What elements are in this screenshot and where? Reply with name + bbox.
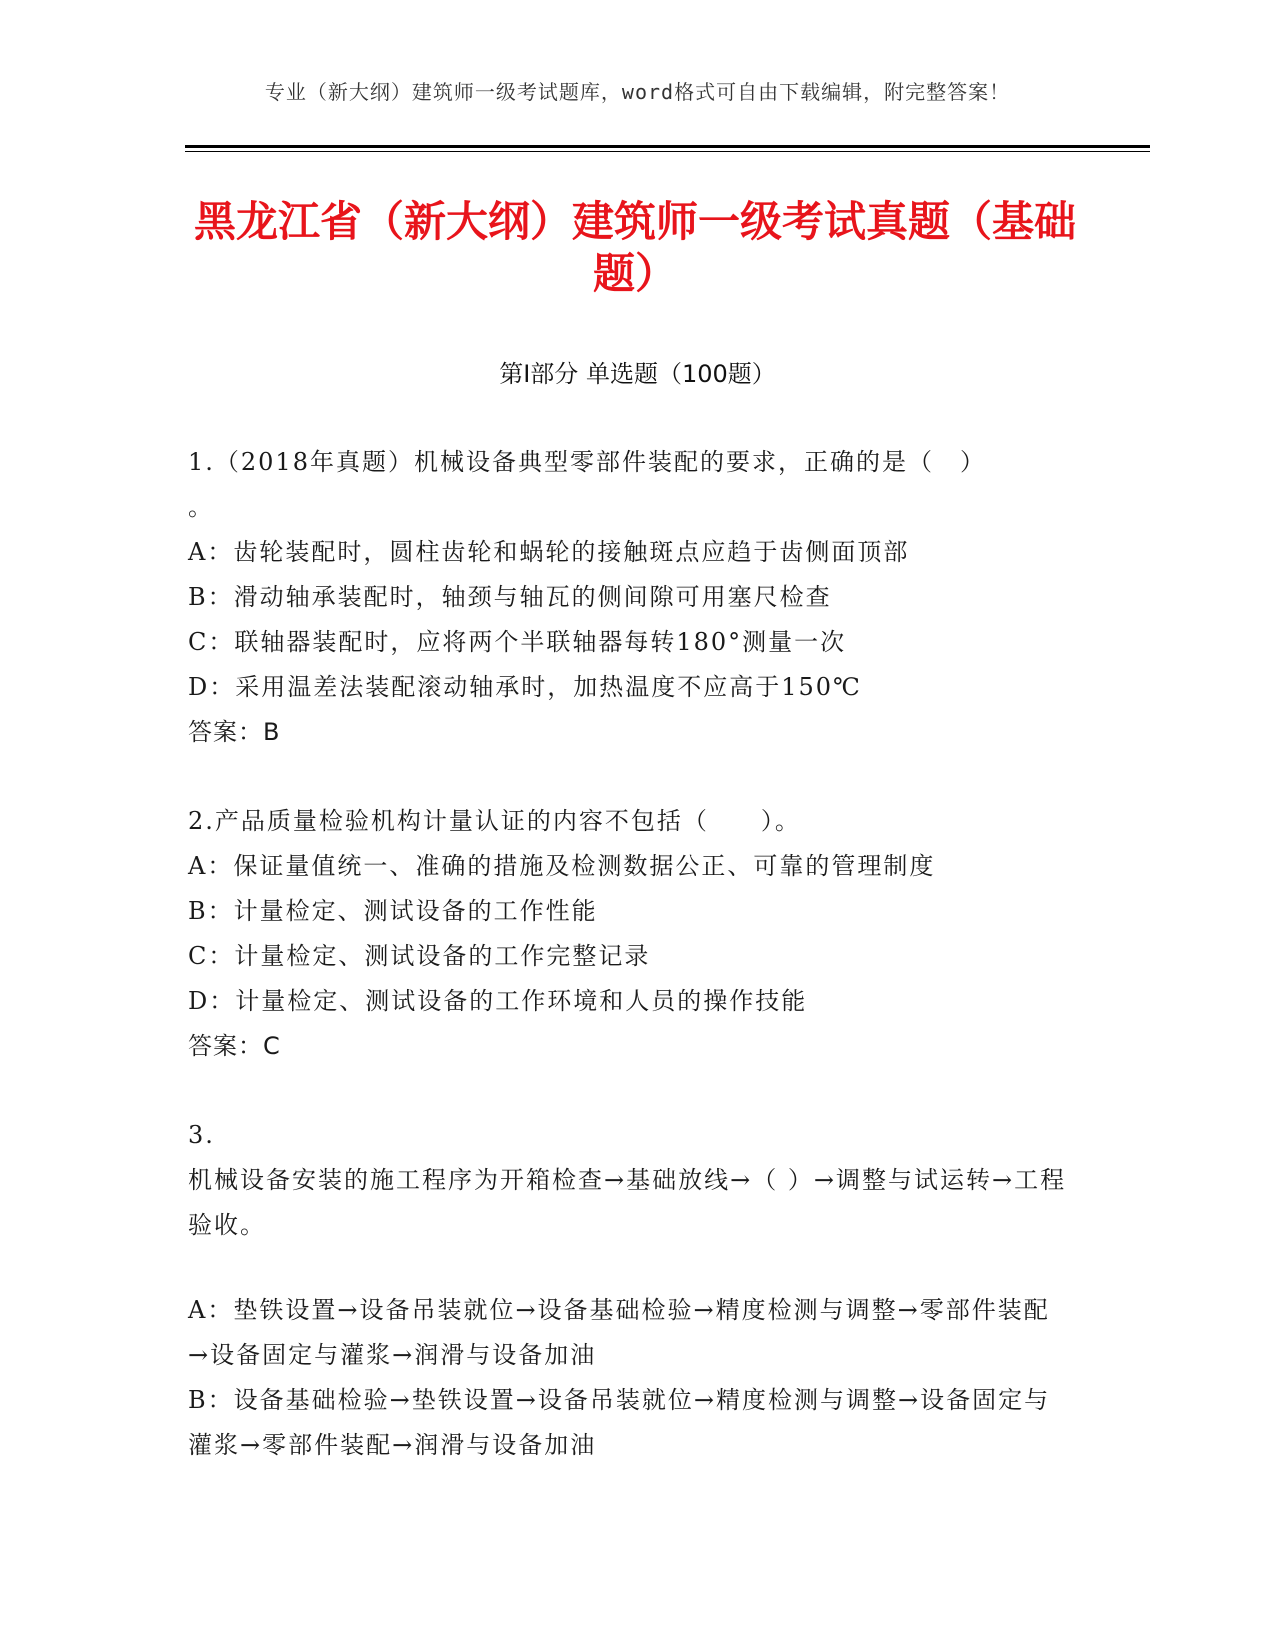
option-c: C：联轴器装配时，应将两个半联轴器每转180°测量一次 xyxy=(188,628,847,656)
question-stem: 机械设备安装的施工程序为开箱检查→基础放线→（ ）→调整与试运转→工程验收。 xyxy=(188,1166,1067,1239)
option-c: C：计量检定、测试设备的工作完整记录 xyxy=(188,942,651,970)
question-1 xyxy=(188,440,1068,755)
document-title: 黑龙江省（新大纲）建筑师一级考试真题（基础题） xyxy=(193,197,1076,298)
option-a: A：保证量值统一、准确的措施及检测数据公正、可靠的管理制度 xyxy=(188,852,936,880)
option-b: B：设备基础检验→垫铁设置→设备吊装就位→精度检测与调整→设备固定与灌浆→零部件装配→润滑与设备加油 xyxy=(188,1386,1051,1459)
header-rule-thin xyxy=(185,151,1150,152)
question-list xyxy=(188,440,1068,1468)
question-stem-tail: 。 xyxy=(188,493,214,521)
option-d: D：采用温差法装配滚动轴承时，加热温度不应高于150℃ xyxy=(188,673,862,701)
option-d: D：计量检定、测试设备的工作环境和人员的操作技能 xyxy=(188,987,808,1015)
header-rule-thick xyxy=(185,145,1150,148)
answer: 答案：C xyxy=(188,1032,281,1060)
option-b: B：滑动轴承装配时，轴颈与轴瓦的侧间隙可用塞尺检查 xyxy=(188,583,832,611)
spacer xyxy=(188,755,1068,799)
header-note: 专业（新大纲）建筑师一级考试题库，word格式可自由下载编辑，附完整答案！ xyxy=(264,80,1011,104)
option-b: B：计量检定、测试设备的工作性能 xyxy=(188,897,598,925)
spacer xyxy=(188,1248,1068,1288)
question-number: 3. xyxy=(188,1121,215,1149)
question-3 xyxy=(188,1113,1068,1468)
question-stem: 1.（2018年真题）机械设备典型零部件装配的要求，正确的是（ ） xyxy=(188,448,986,476)
question-stem: 2.产品质量检验机构计量认证的内容不包括（ ）。 xyxy=(188,807,801,835)
option-a: A：垫铁设置→设备吊装就位→设备基础检验→精度检测与调整→零部件装配→设备固定与灌浆→润滑与设备加油 xyxy=(188,1296,1050,1369)
answer: 答案：B xyxy=(188,718,281,746)
section-title: 第Ⅰ部分 单选题（100题） xyxy=(499,360,776,388)
question-2 xyxy=(188,799,1068,1069)
spacer xyxy=(188,1069,1068,1113)
option-a: A：齿轮装配时，圆柱齿轮和蜗轮的接触斑点应趋于齿侧面顶部 xyxy=(188,538,910,566)
